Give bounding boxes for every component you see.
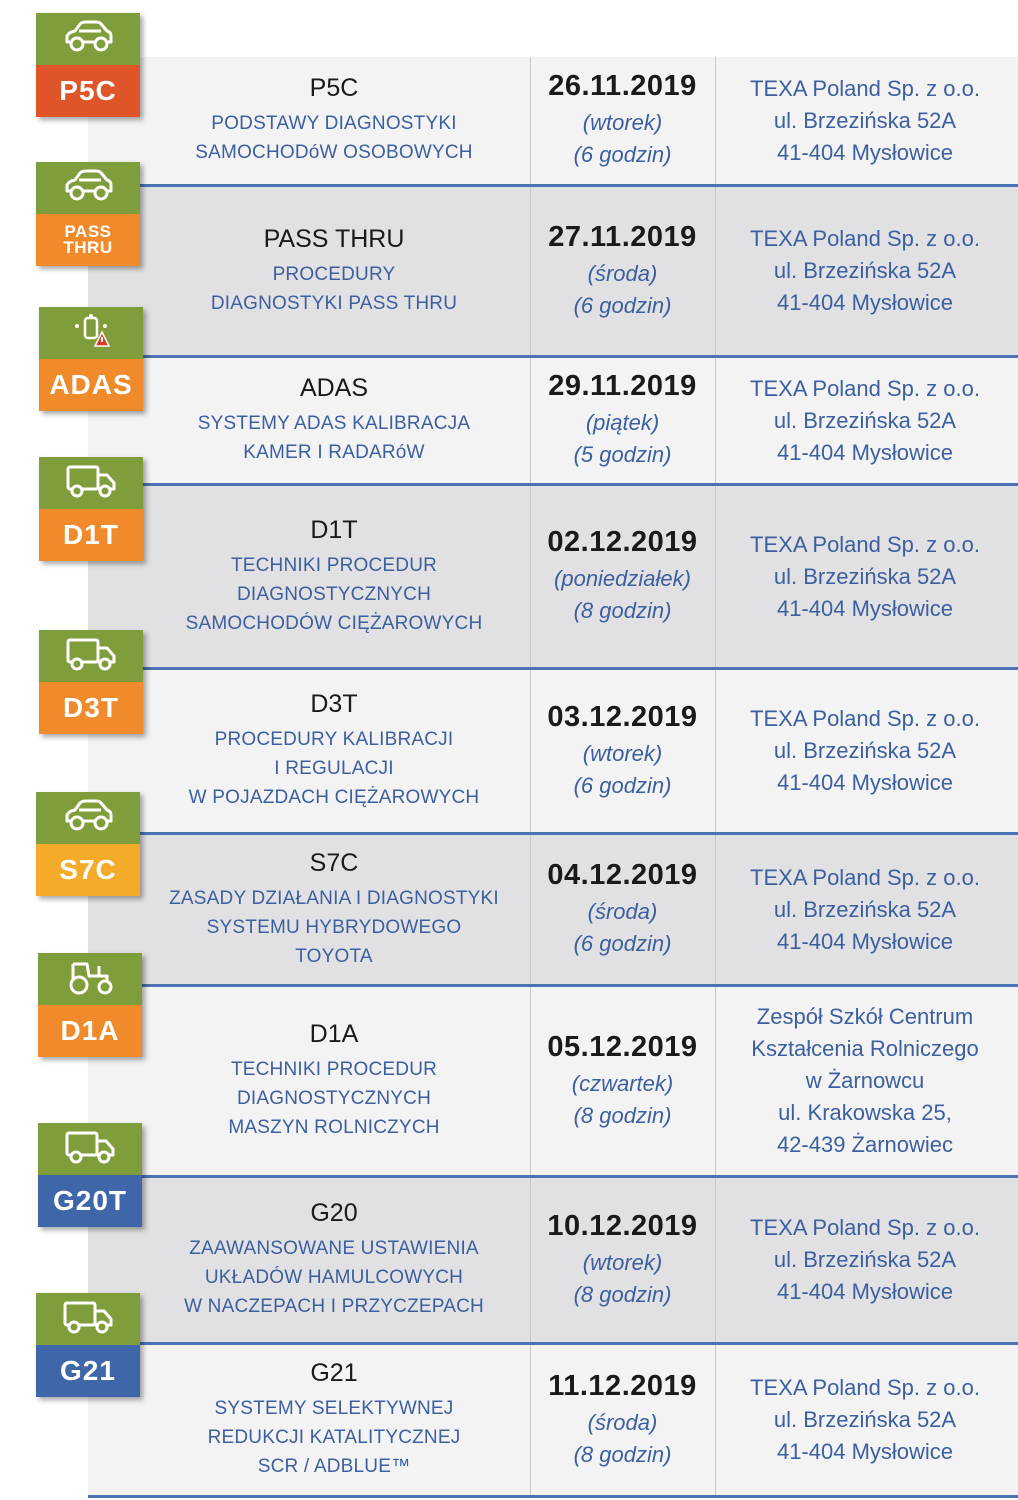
table-row: [88, 835, 1018, 987]
location-line: Zespół Szkół Centrum: [756, 1004, 974, 1029]
course-cell: [138, 358, 531, 483]
course-description-line: PODSTAWY DIAGNOSTYKI: [211, 113, 457, 134]
date-cell: [530, 1178, 716, 1342]
course-date: 10.12.2019: [547, 1209, 698, 1242]
badge-label: D3T: [39, 682, 143, 734]
badge-label-line: PASS: [64, 222, 112, 241]
course-badge: [39, 457, 143, 561]
location-cell: [715, 670, 1015, 832]
course-date: 03.12.2019: [547, 700, 698, 733]
course-date: 11.12.2019: [548, 1369, 697, 1402]
table-row: [88, 987, 1018, 1178]
badge-label: S7C: [36, 844, 140, 896]
course-code: G20: [310, 1199, 358, 1227]
adas-warning-icon: [69, 312, 113, 355]
location-line: 41-404 Mysłowice: [776, 139, 954, 165]
location-line: 41-404 Mysłowice: [776, 1279, 954, 1304]
truck-icon: [64, 1129, 116, 1170]
location-line: TEXA Poland Sp. z o.o.: [750, 375, 980, 401]
location-line: 42-439 Żarnowiec: [776, 1132, 954, 1157]
location-cell: [715, 835, 1015, 984]
course-description-line: TECHNIKI PROCEDUR: [230, 554, 438, 576]
weekday: (środa): [587, 1409, 658, 1435]
course-code: D1A: [309, 1020, 359, 1048]
course-date: 04.12.2019: [547, 859, 698, 891]
course-description-line: KAMER I RADARóW: [243, 442, 425, 463]
duration: (8 godzin): [573, 1281, 672, 1307]
badge-label: G21: [36, 1345, 140, 1397]
location-line: ul. Brzezińska 52A: [773, 407, 957, 433]
course-description-line: SYSTEMY SELEKTYWNEJ: [214, 1398, 454, 1419]
location-line: ul. Brzezińska 52A: [773, 738, 957, 763]
duration: (6 godzin): [573, 931, 672, 956]
course-description-line: SAMOCHODóW OSOBOWYCH: [195, 142, 473, 163]
badge-label: D1T: [39, 509, 143, 561]
location-line: TEXA Poland Sp. z o.o.: [750, 1375, 980, 1400]
location-line: Kształcenia Rolniczego: [751, 1036, 979, 1061]
location-cell: [715, 57, 1015, 184]
date-cell: [530, 1345, 716, 1495]
badge-label-line: THRU: [63, 238, 113, 257]
course-cell: [138, 1345, 531, 1495]
weekday: (środa): [587, 260, 658, 286]
course-description-line: REDUKCJI KATALITYCZNEJ: [207, 1427, 461, 1448]
table-row: [88, 486, 1018, 670]
table-row: [88, 1345, 1018, 1498]
badge-label: [36, 214, 140, 266]
course-description-line: TECHNIKI PROCEDUR DIAGNOSTYCZNYCH: [230, 1059, 438, 1109]
date-cell: [530, 187, 716, 355]
course-description-line: W POJAZDACH CIĘŻAROWYCH: [188, 787, 480, 808]
location-line: ul. Brzezińska 52A: [773, 258, 957, 283]
location-line: ul. Krakowska 25,: [778, 1100, 952, 1125]
course-cell: [138, 57, 531, 184]
course-description-line: SYSTEMY ADAS KALIBRACJA: [197, 413, 471, 434]
weekday: (piątek): [585, 410, 660, 435]
course-date: 02.12.2019: [547, 526, 698, 558]
duration: (6 godzin): [573, 142, 672, 167]
location-line: ul. Brzezińska 52A: [773, 1247, 957, 1272]
course-badge: [38, 953, 142, 1057]
car-icon: [61, 799, 115, 838]
location-line: ul. Brzezińska 52A: [773, 107, 957, 133]
table-row: [88, 358, 1018, 486]
location-line: 41-404 Mysłowice: [776, 595, 954, 621]
badge-label: P5C: [36, 65, 140, 117]
truck-icon: [65, 463, 117, 504]
duration: (6 godzin): [573, 772, 672, 798]
course-description-line: MASZYN ROLNICZYCH: [228, 1117, 440, 1138]
table-row: [88, 57, 1018, 187]
location-line: 41-404 Mysłowice: [776, 928, 954, 954]
date-cell: [530, 486, 716, 667]
course-description-line: ZAAWANSOWANE USTAWIENIA: [189, 1238, 479, 1259]
car-icon: [61, 20, 115, 59]
date-cell: [530, 670, 716, 832]
location-line: ul. Brzezińska 52A: [773, 896, 957, 922]
course-description-line: DIAGNOSTYKI PASS THRU: [210, 292, 458, 314]
course-description-line: W NACZEPACH I PRZYCZEPACH: [184, 1296, 484, 1317]
course-code: P5C: [309, 74, 359, 102]
car-icon: [61, 169, 115, 208]
course-badge: [36, 792, 140, 896]
course-cell: [138, 1178, 531, 1342]
table-row: [88, 1178, 1018, 1345]
table-row: [88, 187, 1018, 358]
course-code: G21: [310, 1359, 358, 1387]
location-line: w Żarnowcu: [805, 1068, 925, 1093]
weekday: (poniedziałek): [554, 566, 691, 591]
location-cell: [715, 1345, 1015, 1495]
table-row: [88, 670, 1018, 835]
course-date: 26.11.2019: [548, 70, 697, 102]
location-line: TEXA Poland Sp. z o.o.: [750, 1215, 980, 1240]
course-date: 27.11.2019: [548, 220, 697, 253]
location-line: TEXA Poland Sp. z o.o.: [750, 226, 980, 251]
location-cell: [715, 1178, 1015, 1342]
course-date: 05.12.2019: [547, 1030, 698, 1063]
duration: (5 godzin): [573, 442, 672, 467]
course-description-line: DIAGNOSTYCZNYCH: [236, 583, 432, 605]
course-description-line: UKŁADÓW HAMULCOWYCH: [204, 1267, 464, 1288]
course-description-line: SYSTEMU HYBRYDOWEGO: [206, 916, 462, 938]
course-description-line: PROCEDURY: [272, 263, 396, 285]
location-cell: [715, 187, 1015, 355]
course-code: PASS THRU: [263, 224, 405, 253]
course-badge: [38, 1123, 142, 1227]
location-line: ul. Brzezińska 52A: [773, 563, 957, 589]
course-description-line: SAMOCHODÓW CIĘŻAROWYCH: [185, 612, 483, 634]
weekday: (wtorek): [582, 110, 663, 135]
course-description-line: ZASADY DZIAŁANIA I DIAGNOSTYKI: [169, 887, 499, 909]
course-code: D3T: [310, 690, 358, 718]
weekday: (wtorek): [582, 740, 663, 766]
duration: (8 godzin): [573, 598, 672, 623]
weekday: (środa): [587, 899, 658, 924]
location-line: 41-404 Mysłowice: [776, 290, 954, 315]
location-line: TEXA Poland Sp. z o.o.: [750, 531, 980, 557]
course-badge: [36, 1293, 140, 1397]
badge-label: D1A: [38, 1005, 142, 1057]
date-cell: [530, 987, 716, 1175]
date-cell: [530, 358, 716, 483]
badge-label: G20T: [38, 1175, 142, 1227]
duration: (6 godzin): [573, 292, 672, 318]
location-line: 41-404 Mysłowice: [776, 770, 954, 795]
course-date: 29.11.2019: [548, 370, 697, 402]
duration: (8 godzin): [573, 1441, 672, 1467]
course-badge: [36, 162, 140, 266]
course-description-line: TOYOTA: [295, 945, 373, 967]
course-cell: [138, 187, 531, 355]
course-code: ADAS: [299, 374, 369, 402]
course-description-line: SCR / ADBLUE™: [257, 1456, 411, 1477]
duration: (8 godzin): [573, 1102, 672, 1128]
course-badge: [39, 630, 143, 734]
course-cell: [138, 486, 531, 667]
course-cell: [138, 987, 531, 1175]
course-code: S7C: [309, 848, 359, 877]
location-line: TEXA Poland Sp. z o.o.: [750, 75, 980, 101]
location-line: ul. Brzezińska 52A: [773, 1407, 957, 1432]
location-cell: [715, 987, 1015, 1175]
truck-icon: [62, 1299, 114, 1340]
course-badge: [39, 307, 143, 411]
location-line: TEXA Poland Sp. z o.o.: [750, 706, 980, 731]
date-cell: [530, 57, 716, 184]
location-cell: [715, 358, 1015, 483]
tractor-icon: [65, 958, 115, 1001]
date-cell: [530, 835, 716, 984]
course-badge: [36, 13, 140, 117]
location-cell: [715, 486, 1015, 667]
course-description-line: I REGULACJI: [274, 758, 394, 779]
location-line: 41-404 Mysłowice: [776, 1439, 954, 1464]
course-code: D1T: [310, 515, 358, 544]
badge-label: ADAS: [39, 359, 143, 411]
location-line: TEXA Poland Sp. z o.o.: [750, 864, 980, 890]
course-cell: [138, 835, 531, 984]
weekday: (czwartek): [571, 1070, 674, 1096]
course-description-line: PROCEDURY KALIBRACJI: [214, 729, 454, 750]
location-line: 41-404 Mysłowice: [776, 439, 954, 465]
truck-icon: [65, 636, 117, 677]
course-cell: [138, 670, 531, 832]
weekday: (wtorek): [582, 1249, 663, 1275]
